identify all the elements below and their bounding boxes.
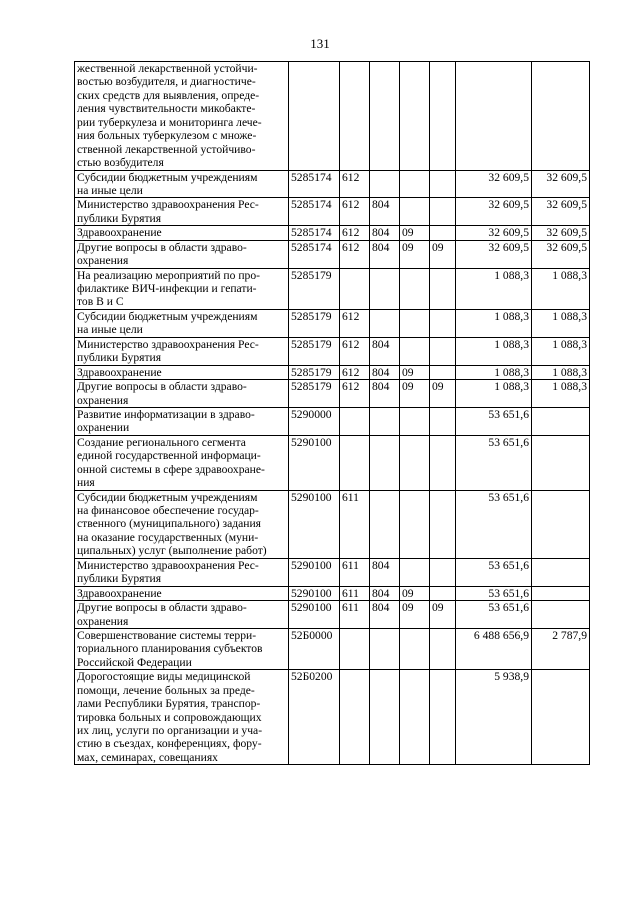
table-row [75, 268, 590, 309]
cell-expense-type: 612 [340, 226, 370, 240]
cell-section [400, 62, 430, 171]
cell-amount-total: 32 609,5 [456, 240, 532, 268]
cell-amount-total: 1 088,3 [456, 268, 532, 309]
cell-expense-type [340, 628, 370, 669]
cell-admin-code [370, 170, 400, 198]
cell-amount-total: 32 609,5 [456, 198, 532, 226]
table-row [75, 365, 590, 379]
cell-name: Субсидии бюджетным учреждениям на финансовое обеспечение государ- ственного (муниципального) задания на оказание государственных (муни- ципальных) услуг (выполнение работ) [75, 490, 289, 558]
cell-admin-code [370, 309, 400, 337]
cell-amount-total: 32 609,5 [456, 226, 532, 240]
cell-section [400, 628, 430, 669]
table-row [75, 240, 590, 268]
cell-expense-type: 612 [340, 309, 370, 337]
cell-target-code: 5285179 [289, 337, 340, 365]
cell-section: 09 [400, 365, 430, 379]
cell-amount-total: 1 088,3 [456, 380, 532, 408]
cell-expense-type: 611 [340, 490, 370, 558]
cell-subsection [430, 170, 456, 198]
table-row [75, 62, 590, 171]
cell-subsection [430, 309, 456, 337]
cell-amount-total: 53 651,6 [456, 407, 532, 435]
cell-amount-federal [532, 62, 590, 171]
cell-amount-federal [532, 670, 590, 765]
table-row [75, 226, 590, 240]
table-row [75, 490, 590, 558]
cell-section [400, 435, 430, 490]
cell-amount-federal: 32 609,5 [532, 226, 590, 240]
cell-section: 09 [400, 226, 430, 240]
cell-amount-total: 1 088,3 [456, 365, 532, 379]
cell-expense-type: 611 [340, 601, 370, 629]
cell-target-code: 5285179 [289, 380, 340, 408]
cell-subsection [430, 407, 456, 435]
cell-name: Другие вопросы в области здраво- охранения [75, 380, 289, 408]
cell-amount-federal [532, 435, 590, 490]
cell-admin-code [370, 628, 400, 669]
cell-name: Другие вопросы в области здраво- охранения [75, 240, 289, 268]
cell-amount-total: 53 651,6 [456, 490, 532, 558]
cell-amount-total: 53 651,6 [456, 601, 532, 629]
cell-subsection: 09 [430, 240, 456, 268]
cell-admin-code: 804 [370, 365, 400, 379]
cell-target-code: 5290000 [289, 407, 340, 435]
cell-section [400, 407, 430, 435]
cell-name: Развитие информатизации в здраво- охранении [75, 407, 289, 435]
cell-admin-code: 804 [370, 337, 400, 365]
cell-name: На реализацию мероприятий по про- филактике ВИЧ-инфекции и гепати- тов В и С [75, 268, 289, 309]
cell-amount-total: 5 938,9 [456, 670, 532, 765]
cell-amount-federal [532, 490, 590, 558]
cell-subsection [430, 337, 456, 365]
cell-subsection [430, 62, 456, 171]
cell-admin-code: 804 [370, 586, 400, 600]
cell-section [400, 490, 430, 558]
cell-name: Совершенствование системы терри- ториального планирования субъектов Российской Федерации [75, 628, 289, 669]
cell-section [400, 337, 430, 365]
table-row [75, 198, 590, 226]
cell-section [400, 268, 430, 309]
cell-subsection [430, 435, 456, 490]
cell-name: Министерство здравоохранения Рес- публики Бурятия [75, 337, 289, 365]
cell-amount-total: 53 651,6 [456, 558, 532, 586]
cell-target-code: 5285179 [289, 365, 340, 379]
cell-amount-total [456, 62, 532, 171]
cell-expense-type: 612 [340, 198, 370, 226]
cell-expense-type: 611 [340, 586, 370, 600]
cell-section: 09 [400, 586, 430, 600]
cell-amount-total: 32 609,5 [456, 170, 532, 198]
cell-amount-federal [532, 407, 590, 435]
cell-expense-type [340, 268, 370, 309]
cell-target-code: 5290100 [289, 586, 340, 600]
table-row [75, 435, 590, 490]
cell-amount-federal: 1 088,3 [532, 337, 590, 365]
cell-amount-federal [532, 586, 590, 600]
cell-expense-type: 612 [340, 170, 370, 198]
cell-target-code: 5290100 [289, 490, 340, 558]
cell-target-code: 5285174 [289, 198, 340, 226]
cell-amount-federal: 2 787,9 [532, 628, 590, 669]
cell-subsection [430, 628, 456, 669]
cell-subsection [430, 226, 456, 240]
cell-section: 09 [400, 380, 430, 408]
cell-subsection [430, 586, 456, 600]
cell-name: Другие вопросы в области здраво- охранения [75, 601, 289, 629]
cell-admin-code: 804 [370, 226, 400, 240]
cell-admin-code: 804 [370, 558, 400, 586]
cell-section [400, 670, 430, 765]
cell-amount-total: 53 651,6 [456, 435, 532, 490]
cell-subsection [430, 268, 456, 309]
cell-amount-federal: 1 088,3 [532, 268, 590, 309]
cell-section [400, 309, 430, 337]
cell-expense-type: 612 [340, 380, 370, 408]
cell-subsection [430, 670, 456, 765]
cell-target-code: 5285174 [289, 226, 340, 240]
cell-name: Субсидии бюджетным учреждениям на иные цели [75, 170, 289, 198]
cell-name: Здравоохранение [75, 365, 289, 379]
cell-section [400, 170, 430, 198]
cell-admin-code [370, 435, 400, 490]
cell-expense-type [340, 62, 370, 171]
cell-section [400, 558, 430, 586]
cell-name: Министерство здравоохранения Рес- публики Бурятия [75, 198, 289, 226]
table-row [75, 601, 590, 629]
cell-target-code [289, 62, 340, 171]
cell-target-code: 5285179 [289, 309, 340, 337]
cell-amount-federal: 1 088,3 [532, 365, 590, 379]
cell-name: жественной лекарственной устойчи- востью возбудителя, и диагностиче- ских средств для выявления, опреде- ления чувствительности микобакте- рии туберкулеза и мониторинга лече- ния больных туберкулезом с множе- ственной лекарственной устойчиво- стью возбудителя [75, 62, 289, 171]
cell-amount-total: 53 651,6 [456, 586, 532, 600]
cell-admin-code: 804 [370, 380, 400, 408]
cell-amount-federal: 1 088,3 [532, 380, 590, 408]
cell-name: Субсидии бюджетным учреждениям на иные цели [75, 309, 289, 337]
cell-amount-federal: 32 609,5 [532, 198, 590, 226]
cell-amount-total: 1 088,3 [456, 309, 532, 337]
cell-target-code: 5285179 [289, 268, 340, 309]
cell-admin-code [370, 62, 400, 171]
table-row [75, 558, 590, 586]
budget-table-body [75, 62, 590, 765]
cell-expense-type: 612 [340, 365, 370, 379]
table-row [75, 380, 590, 408]
cell-section: 09 [400, 601, 430, 629]
cell-expense-type: 611 [340, 558, 370, 586]
budget-table [74, 61, 590, 765]
cell-amount-federal [532, 601, 590, 629]
cell-target-code: 5285174 [289, 240, 340, 268]
cell-subsection [430, 365, 456, 379]
cell-name: Дорогостоящие виды медицинской помощи, лечение больных за преде- лами Республики Бурятия, транспор- тировка больных и сопровождающих их лиц, услуги по организации и уча- стию в съездах, конференциях, фору- мах, семинарах, совещаниях [75, 670, 289, 765]
cell-admin-code: 804 [370, 601, 400, 629]
cell-subsection [430, 198, 456, 226]
cell-amount-total: 6 488 656,9 [456, 628, 532, 669]
cell-expense-type: 612 [340, 337, 370, 365]
cell-amount-federal [532, 558, 590, 586]
table-row [75, 628, 590, 669]
cell-target-code: 5290100 [289, 558, 340, 586]
cell-target-code: 52Б0200 [289, 670, 340, 765]
cell-expense-type: 612 [340, 240, 370, 268]
table-row [75, 309, 590, 337]
table-row [75, 170, 590, 198]
cell-admin-code: 804 [370, 198, 400, 226]
cell-subsection: 09 [430, 601, 456, 629]
cell-target-code: 5285174 [289, 170, 340, 198]
cell-subsection [430, 558, 456, 586]
page-number: 131 [310, 36, 330, 51]
cell-expense-type [340, 670, 370, 765]
cell-target-code: 52Б0000 [289, 628, 340, 669]
cell-admin-code [370, 490, 400, 558]
cell-name: Министерство здравоохранения Рес- публики Бурятия [75, 558, 289, 586]
cell-subsection [430, 490, 456, 558]
cell-amount-federal: 32 609,5 [532, 170, 590, 198]
cell-amount-total: 1 088,3 [456, 337, 532, 365]
cell-admin-code [370, 407, 400, 435]
table-row [75, 337, 590, 365]
cell-admin-code [370, 268, 400, 309]
cell-target-code: 5290100 [289, 601, 340, 629]
cell-expense-type [340, 407, 370, 435]
cell-subsection: 09 [430, 380, 456, 408]
cell-admin-code: 804 [370, 240, 400, 268]
cell-target-code: 5290100 [289, 435, 340, 490]
cell-section [400, 198, 430, 226]
cell-name: Создание регионального сегмента единой государственной информаци- онной системы в сфере здравоохране- ния [75, 435, 289, 490]
table-row [75, 586, 590, 600]
cell-amount-federal: 32 609,5 [532, 240, 590, 268]
cell-name: Здравоохранение [75, 586, 289, 600]
cell-amount-federal: 1 088,3 [532, 309, 590, 337]
cell-section: 09 [400, 240, 430, 268]
cell-admin-code [370, 670, 400, 765]
table-row [75, 407, 590, 435]
cell-expense-type [340, 435, 370, 490]
table-row [75, 670, 590, 765]
cell-name: Здравоохранение [75, 226, 289, 240]
